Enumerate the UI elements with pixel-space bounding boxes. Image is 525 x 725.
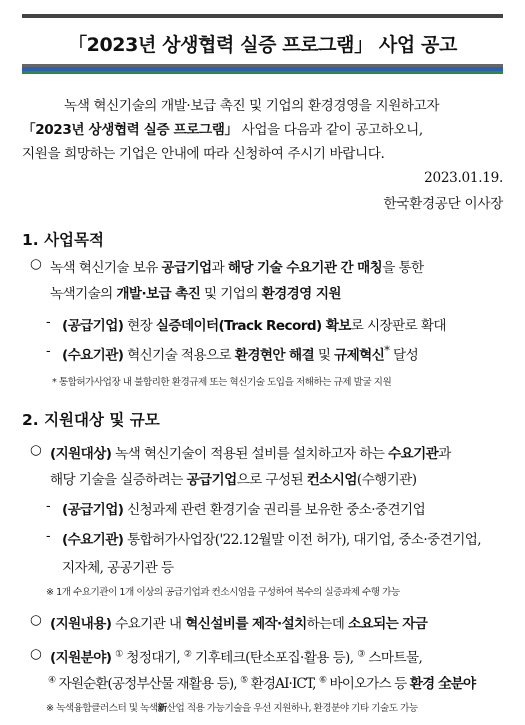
section-1-heading: 1. 사업목적 <box>22 231 104 249</box>
announcement-date: 2023.01.19. <box>424 170 503 186</box>
s2-demand-line: (수요기관) 통합허가사업장('22.12월말 이전 허가), 대기업, 중소·중견기업, <box>62 532 482 548</box>
section-2-heading: 2. 지원대상 및 규모 <box>22 411 160 429</box>
intro-line-3: 지원을 희망하는 기업은 안내에 따라 신청하여 주시기 바랍니다. <box>22 146 385 162</box>
bullet-circle: ○ <box>30 442 42 458</box>
s2-field-line-2: ④ 자원순환(공정부산물 재활용 등), ⑤ 환경AI·ICT, ⑥ 바이오가스 등 환경 全분야 <box>48 675 476 692</box>
bullet-circle: ○ <box>30 256 42 272</box>
s1-purpose-line-1: 녹색 혁신기술 보유 공급기업과 해당 기술 수요기관 간 매칭을 통한 <box>50 260 424 276</box>
s2-target-line-1: (지원대상) 녹색 혁신기술이 적용된 설비를 설치하고자 하는 수요기관과 <box>50 446 451 462</box>
dash-marker: - <box>46 314 50 330</box>
top-rule <box>22 14 503 18</box>
bullet-circle: ○ <box>30 612 42 628</box>
dash-marker: - <box>46 343 50 359</box>
page-title: 「2023년 상생협력 실증 프로그램」 사업 공고 <box>68 34 457 56</box>
dash-marker: - <box>46 498 50 514</box>
s1-demand-line: (수요기관) 혁신기술 적용으로 환경현안 해결 및 규제혁신* 달성 <box>62 343 419 364</box>
s2-note-1: ※ 1개 수요기관이 1개 이상의 공급기업과 컨소시엄을 구성하여 복수의 실증과제 수행 가능 <box>46 587 400 598</box>
intro-line-1: 녹색 혁신기술의 개발·보급 촉진 및 기업의 환경경영을 지원하고자 <box>64 98 440 114</box>
s1-supplier-line: (공급기업) 현장 실증데이터(Track Record) 확보로 시장판로 확대 <box>62 318 446 334</box>
bullet-circle: ○ <box>30 646 42 662</box>
s2-demand-line-2: 지자체, 공공기관 등 <box>62 560 174 576</box>
s2-field-line-1: (지원분야) ① 청정대기, ② 기후테크(탄소포집·활용 등), ③ 스마트물, <box>50 649 423 666</box>
s1-purpose-line-2: 녹색기술의 개발·보급 촉진 및 기업의 환경경영 지원 <box>50 286 341 302</box>
intro-line-2: 「2023년 상생협력 실증 프로그램」 사업을 다음과 같이 공고하오니, <box>22 122 423 138</box>
intro-program-name: 「2023년 상생협력 실증 프로그램」 <box>22 122 238 138</box>
dash-marker: - <box>46 528 50 544</box>
issuer-name: 한국환경공단 이사장 <box>383 196 503 212</box>
s1-footnote: * 통합허가사업장 내 불합리한 환경규제 또는 혁신기술 도입을 저해하는 규제 발굴 지원 <box>52 377 392 388</box>
s2-target-line-2: 해당 기술을 실증하려는 공급기업으로 구성된 컨소시엄(수행기관) <box>50 472 417 488</box>
s2-note-2: ※ 녹색융합클러스터 및 녹색新산업 적용 가능기술을 우선 지원하나, 환경분야 기타 기술도 가능 <box>46 703 418 714</box>
s2-support-content-line: (지원내용) 수요기관 내 혁신설비를 제작·설치하는데 소요되는 자금 <box>50 616 428 632</box>
title-rule-green <box>22 71 503 74</box>
s2-supplier-line: (공급기업) 신청과제 관련 환경기술 권리를 보유한 중소·중견기업 <box>62 502 426 518</box>
